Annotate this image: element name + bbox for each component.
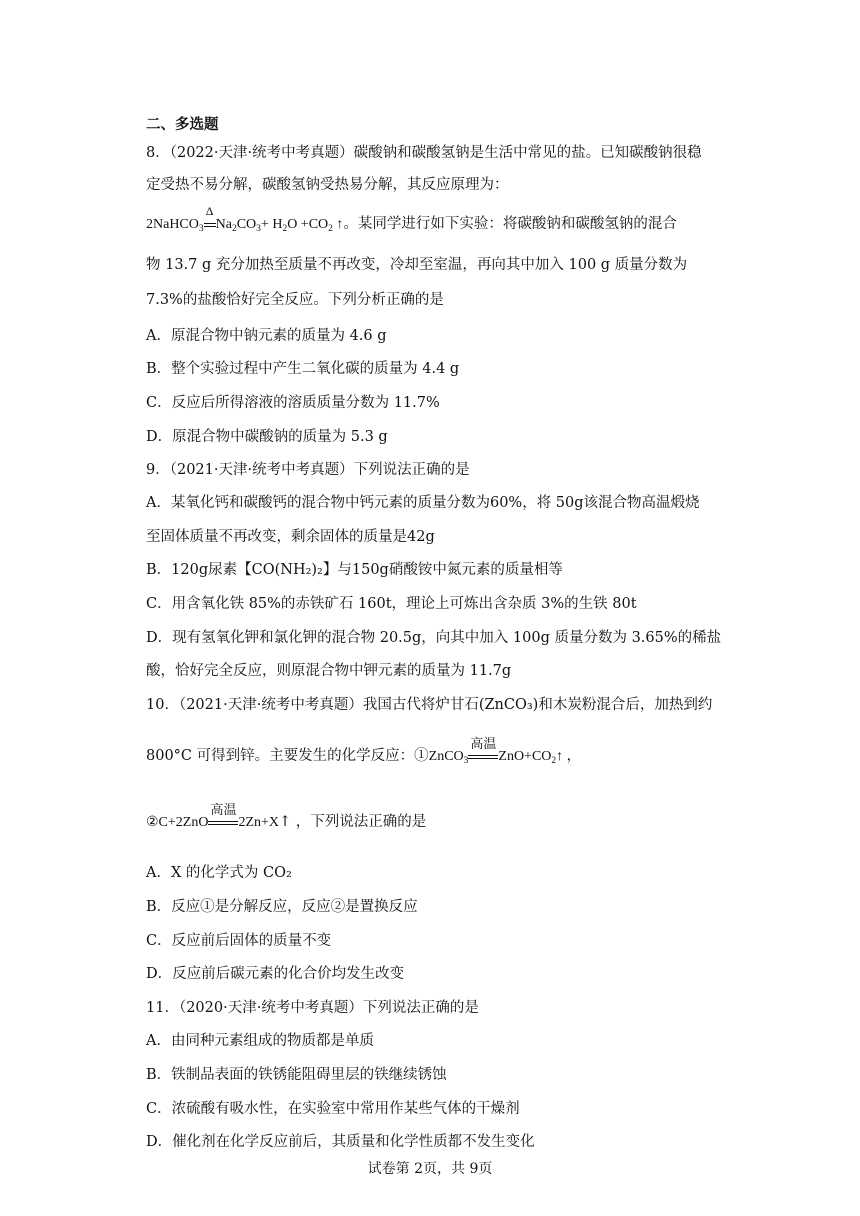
q9-option-d-line-2: 酸，恰好完全反应，则原混合物中钾元素的质量为 11.7g (146, 663, 512, 679)
q8-option-c: C．反应后所得溶液的溶质质量分数为 11.7% (146, 395, 440, 411)
gas-arrow: ↑ (332, 217, 344, 232)
eq-sub: 3 (463, 756, 469, 766)
q8-stem-line-1: 8．（2022·天津·统考中考真题）碳酸钠和碳酸氢钠是生活中常见的盐。已知碳酸钠很稳 (146, 145, 702, 161)
q8-option-a: A．原混合物中钠元素的质量为 4.6 g (146, 328, 387, 344)
eq-reactant: 2NaHCO (146, 217, 199, 232)
eq-condition-label: Δ (205, 204, 214, 218)
eq-product-2: + H (260, 217, 283, 232)
q8-option-d: D．原混合物中碳酸钠的质量为 5.3 g (146, 429, 388, 445)
q10-option-a: A．X 的化学式为 CO₂ (146, 865, 292, 881)
q10-option-b: B．反应①是分解反应，反应②是置换反应 (146, 899, 418, 915)
q9-option-c: C．用含氧化铁 85%的赤铁矿石 160t，理论上可炼出含杂质 3%的生铁 80t (146, 596, 637, 612)
q9-option-a-line-2: 至固体质量不再改变，剩余固体的质量是42g (146, 529, 435, 545)
gas-arrow: ↑ ， (556, 749, 581, 764)
eq-condition-label: 高温 (210, 802, 237, 817)
q11-option-b: B．铁制品表面的铁锈能阻碍里层的铁继续锈蚀 (146, 1067, 447, 1083)
eq-reactant: ②C+2ZnO (146, 815, 209, 830)
q11-option-a: A．由同种元素组成的物质都是单质 (146, 1033, 374, 1049)
q8-stem-line-3-tail: 。某同学进行如下实验：将碳酸钠和碳酸氢钠的混合 (343, 216, 677, 232)
eq-condition-high-temp (468, 736, 498, 765)
eq-product: 2Zn+X (238, 815, 280, 830)
eq-sub: 2 (328, 224, 333, 234)
q10-option-c: C．反应前后固体的质量不变 (146, 933, 332, 949)
q8-equation (146, 204, 677, 234)
eq-sub: 2 (551, 756, 557, 766)
eq-sub: 2 (231, 224, 237, 234)
q8-option-b: B．整个实验过程中产生二氧化碳的质量为 4.4 g (146, 361, 460, 377)
eq-sub: 3 (198, 224, 204, 234)
eq-product-1b: CO (236, 217, 257, 232)
q11-option-d: D．催化剂在化学反应前后，其质量和化学性质都不发生变化 (146, 1134, 535, 1150)
eq-sub: 2 (282, 224, 288, 234)
q10-stem-line-3 (146, 802, 427, 831)
q11-stem: 11．（2020·天津·统考中考真题）下列说法正确的是 (146, 1000, 479, 1016)
eq-product-3: O +CO (287, 217, 329, 232)
q8-stem-line-5: 7.3%的盐酸恰好完全反应。下列分析正确的是 (146, 292, 444, 308)
eq-product-1: Na (215, 217, 232, 232)
q8-stem-line-2: 定受热不易分解，碳酸氢钠受热易分解，其反应原理为： (146, 177, 509, 193)
eq-product: ZnO+CO (498, 749, 552, 764)
section-heading: 二、多选题 (146, 116, 219, 133)
eq-condition-delta (204, 204, 216, 233)
q11-option-c: C．浓硫酸有吸水性，在实验室中常用作某些气体的干燥剂 (146, 1101, 520, 1117)
q10-equation-2 (146, 802, 280, 830)
q10-line-2-prefix: 800°C 可得到锌。主要发生的化学反应：① (146, 748, 429, 764)
eq-sub: 3 (256, 224, 261, 234)
page-footer: 试卷第 2页，共 9页 (367, 1161, 493, 1177)
q9-stem: 9．（2021·天津·统考中考真题）下列说法正确的是 (146, 462, 470, 478)
q10-line-3-suffix: ↑ ，下列说法正确的是 (279, 814, 427, 830)
eq-reactant: ZnCO (428, 749, 464, 764)
eq-condition-high-temp (208, 802, 238, 831)
q10-stem-line-2 (146, 736, 581, 766)
q9-option-b: B．120g尿素【CO(NH₂)₂】与150g硝酸铵中氮元素的质量相等 (146, 562, 563, 578)
q10-option-d: D．反应前后碳元素的化合价均发生改变 (146, 966, 405, 982)
q9-option-d-line-1: D．现有氢氧化钾和氯化钾的混合物 20.5g，向其中加入 100g 质量分数为 3.65%的稀盐 (146, 630, 722, 646)
q10-equation-1 (428, 736, 581, 766)
q10-stem-line-1: 10．（2021·天津·统考中考真题）我国古代将炉甘石(ZnCO₃)和木炭粉混合后，加热到约 (146, 697, 713, 713)
q8-stem-line-4: 物 13.7 g 充分加热至质量不再改变，冷却至室温，再向其中加入 100 g 质量分数为 (146, 257, 688, 273)
q9-option-a-line-1: A．某氧化钙和碳酸钙的混合物中钙元素的质量分数为60%，将 50g该混合物高温煅烧 (146, 495, 700, 511)
eq-condition-label: 高温 (470, 736, 497, 751)
